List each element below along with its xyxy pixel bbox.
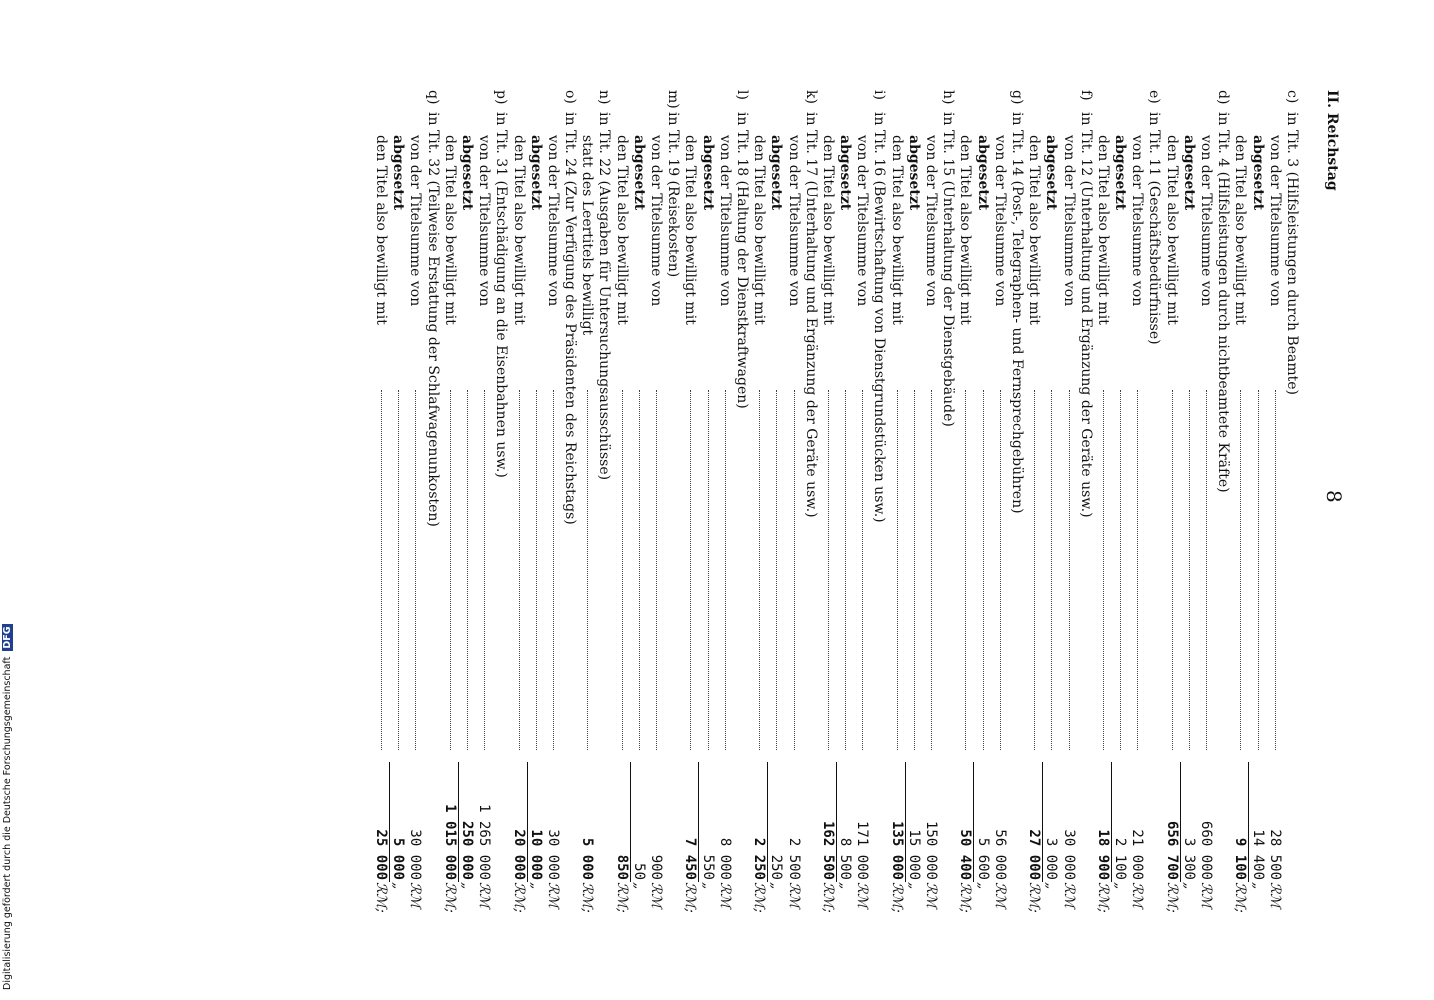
line-text: abgesetzt bbox=[837, 135, 854, 211]
currency-unit: „ bbox=[768, 882, 785, 890]
budget-entry bbox=[578, 90, 613, 913]
entry-line bbox=[647, 90, 664, 910]
budget-entry bbox=[1094, 90, 1163, 913]
amount: 9 100 bbox=[1232, 837, 1249, 880]
dot-leader bbox=[1206, 390, 1207, 750]
sum-rule bbox=[1248, 762, 1249, 882]
line-text: abgesetzt bbox=[974, 135, 991, 211]
currency-unit: ℛℳ; bbox=[1094, 882, 1111, 913]
amount: 20 000 bbox=[510, 829, 527, 880]
amount: 18 900 bbox=[1094, 829, 1111, 880]
entry-line bbox=[613, 90, 630, 913]
entry-heading-line bbox=[1283, 90, 1300, 910]
sum-rule bbox=[527, 762, 528, 882]
amount: 56 000 bbox=[991, 829, 1008, 880]
line-text: abgesetzt bbox=[630, 135, 647, 211]
dot-leader bbox=[398, 390, 399, 750]
entry-line bbox=[1180, 90, 1197, 910]
dot-leader bbox=[415, 390, 416, 750]
entry-heading-line bbox=[1077, 90, 1094, 910]
entry-line bbox=[406, 90, 423, 910]
amount: 2 100 bbox=[1112, 837, 1129, 880]
entry-line bbox=[888, 90, 905, 913]
entry-letter: c) bbox=[1284, 90, 1300, 104]
currency-unit: ℛℳ; bbox=[510, 882, 527, 913]
dot-leader bbox=[1034, 390, 1035, 750]
currency-unit: ℛℳ; bbox=[613, 882, 630, 913]
currency-unit: ℛℳ; bbox=[957, 882, 974, 913]
budget-entry bbox=[888, 90, 957, 913]
line-text: von der Titelsumme von bbox=[544, 135, 561, 307]
entry-line bbox=[630, 90, 647, 910]
budget-entry bbox=[750, 90, 819, 913]
entry-line bbox=[389, 90, 406, 910]
line-text: den Titel also bewilligt mit bbox=[613, 135, 630, 325]
line-text: den Titel also bewilligt mit bbox=[957, 135, 974, 325]
line-text: den Titel also bewilligt mit bbox=[819, 135, 836, 325]
sum-rule bbox=[389, 762, 390, 882]
entry-line bbox=[956, 90, 974, 913]
dot-leader bbox=[965, 390, 966, 750]
rotated-document-page bbox=[140, 90, 1346, 913]
dot-leader bbox=[759, 390, 760, 750]
entry-heading-line bbox=[1145, 90, 1162, 910]
entry-line bbox=[905, 90, 922, 910]
currency-unit: ℛℳ bbox=[1129, 882, 1146, 909]
dot-leader bbox=[897, 390, 898, 750]
amount: 15 000 bbox=[905, 829, 922, 880]
line-text: von der Titelsumme von bbox=[407, 135, 424, 307]
amount: 2 500 bbox=[785, 837, 802, 880]
currency-unit: ℛℳ; bbox=[1163, 882, 1180, 913]
line-text: in Tit. 16 (Bewirtschaftung von Dienstgrundstücken usw.) bbox=[871, 112, 888, 523]
currency-unit: ℛℳ; bbox=[1026, 882, 1043, 913]
entry-line bbox=[1094, 90, 1111, 913]
budget-entry bbox=[1231, 90, 1300, 913]
entry-letter: p) bbox=[493, 90, 510, 105]
dot-leader bbox=[983, 390, 984, 750]
sum-rule bbox=[767, 762, 768, 882]
dot-leader bbox=[828, 390, 829, 750]
budget-entries bbox=[372, 90, 1300, 913]
sum-rule bbox=[630, 762, 631, 882]
entry-line bbox=[1042, 90, 1059, 910]
entry-letter: g) bbox=[1009, 90, 1025, 105]
line-text: den Titel also bewilligt mit bbox=[682, 135, 699, 325]
amount: 5 000 bbox=[390, 837, 407, 880]
amount: 3 300 bbox=[1180, 837, 1197, 880]
dot-leader bbox=[1240, 390, 1241, 750]
entry-line bbox=[973, 90, 990, 910]
entry-heading-line bbox=[939, 90, 956, 910]
line-text: von der Titelsumme von bbox=[854, 135, 871, 307]
amount: 21 000 bbox=[1129, 829, 1146, 880]
line-text: in Tit. 19 (Reisekosten) bbox=[665, 112, 682, 278]
entry-line bbox=[1128, 90, 1145, 910]
amount: 30 000 bbox=[544, 829, 561, 880]
currency-unit: ℛℳ; bbox=[373, 882, 390, 913]
currency-unit: ℛℳ bbox=[476, 882, 493, 909]
dot-leader bbox=[1189, 390, 1190, 750]
line-text: in Tit. 17 (Unterhaltung und Ergänzung der Geräte usw.) bbox=[802, 112, 819, 518]
entry-line bbox=[458, 90, 475, 910]
line-text: in Tit. 18 (Haltung der Dienstkraftwagen) bbox=[734, 112, 750, 409]
currency-unit: ℛℳ bbox=[716, 882, 733, 909]
currency-unit: ℛℳ bbox=[923, 882, 940, 909]
amount: 162 500 bbox=[819, 820, 836, 880]
currency-unit: ℛℳ; bbox=[1232, 882, 1249, 913]
digitization-credit bbox=[2, 624, 13, 990]
entry-line bbox=[716, 90, 733, 910]
currency-unit: „ bbox=[837, 882, 854, 890]
amount: 50 bbox=[630, 863, 647, 880]
line-text: von der Titelsumme von bbox=[785, 135, 802, 307]
dot-leader bbox=[587, 390, 588, 750]
budget-entry bbox=[613, 90, 682, 913]
currency-unit: ℛℳ bbox=[648, 882, 665, 909]
amount: 656 700 bbox=[1163, 820, 1180, 880]
budget-entry bbox=[372, 90, 441, 913]
entry-line bbox=[1059, 90, 1076, 910]
amount: 28 500 bbox=[1266, 829, 1283, 880]
entry-letter: l) bbox=[734, 90, 750, 100]
line-text: von der Titelsumme von bbox=[1198, 135, 1215, 307]
sum-rule bbox=[1042, 762, 1043, 882]
dot-leader bbox=[1172, 390, 1173, 750]
line-text: in Tit. 31 (Entschädigung an die Eisenbahnen usw.) bbox=[493, 112, 510, 478]
line-text: in Tit. 15 (Unterhaltung der Dienstgebäude) bbox=[940, 112, 957, 427]
amount: 27 000 bbox=[1026, 829, 1043, 880]
line-text: den Titel also bewilligt mit bbox=[1232, 135, 1249, 325]
line-text: abgesetzt bbox=[905, 135, 922, 211]
dot-leader bbox=[639, 390, 640, 750]
amount: 7 450 bbox=[682, 837, 699, 880]
entry-letter: n) bbox=[596, 90, 613, 105]
dot-leader bbox=[776, 390, 777, 750]
budget-entry bbox=[1025, 90, 1094, 913]
entry-line bbox=[698, 90, 715, 910]
dot-leader bbox=[1103, 390, 1104, 750]
dot-leader bbox=[519, 390, 520, 750]
sum-rule bbox=[905, 762, 906, 882]
entry-line bbox=[1248, 90, 1265, 910]
sum-rule bbox=[458, 762, 459, 882]
dot-leader bbox=[656, 390, 657, 750]
dot-leader bbox=[725, 390, 726, 750]
entry-line bbox=[1025, 90, 1043, 913]
entry-line bbox=[475, 90, 492, 910]
dot-leader bbox=[1258, 390, 1259, 750]
amount: 550 bbox=[699, 854, 716, 880]
line-text: von der Titelsumme von bbox=[991, 135, 1008, 307]
entry-heading-line bbox=[595, 90, 612, 910]
dot-leader bbox=[845, 390, 846, 750]
entry-line bbox=[441, 90, 458, 913]
dot-leader bbox=[381, 390, 382, 750]
line-text: abgesetzt bbox=[1249, 135, 1266, 211]
page-number: 8 bbox=[1322, 490, 1346, 503]
entry-line bbox=[544, 90, 561, 910]
line-text: von der Titelsumme von bbox=[1266, 135, 1283, 307]
dot-leader bbox=[1275, 390, 1276, 750]
entry-line bbox=[750, 90, 768, 913]
line-text: den Titel also bewilligt mit bbox=[888, 135, 905, 325]
currency-unit: ℛℳ bbox=[1060, 882, 1077, 909]
amount: 660 000 bbox=[1198, 820, 1215, 880]
line-text: abgesetzt bbox=[1043, 135, 1060, 211]
amount: 5 600 bbox=[974, 837, 991, 880]
entry-line bbox=[853, 90, 870, 910]
line-text: von der Titelsumme von bbox=[1060, 135, 1077, 307]
entry-letter: k) bbox=[802, 90, 819, 104]
entry-heading-line bbox=[1214, 90, 1231, 910]
budget-entry bbox=[819, 90, 888, 913]
entry-line bbox=[922, 90, 939, 910]
amount: 1 015 000 bbox=[441, 804, 458, 880]
amount: 150 000 bbox=[923, 820, 940, 880]
line-text: den Titel also bewilligt mit bbox=[441, 135, 458, 325]
entry-letter: f) bbox=[1077, 90, 1094, 101]
entry-line bbox=[1111, 90, 1128, 910]
entry-heading-line bbox=[423, 90, 440, 910]
dot-leader bbox=[536, 390, 537, 750]
amount: 5 000 bbox=[579, 837, 596, 880]
entry-letter: o) bbox=[562, 90, 579, 104]
line-text: in Tit. 24 (Zur Verfügung des Präsidenten des Reichstags) bbox=[562, 112, 579, 525]
line-text: statt des Leertitels bewilligt bbox=[579, 135, 596, 336]
line-text: in Tit. 12 (Unterhaltung und Ergänzung der Geräte usw.) bbox=[1077, 112, 1094, 518]
dot-leader bbox=[794, 390, 795, 750]
entry-line bbox=[784, 90, 801, 910]
entry-line bbox=[527, 90, 544, 910]
entry-line bbox=[767, 90, 784, 910]
currency-unit: ℛℳ; bbox=[579, 882, 596, 913]
dot-leader bbox=[450, 390, 451, 750]
currency-unit: ℛℳ bbox=[1198, 882, 1215, 909]
line-text: in Tit. 11 (Geschäftsbedürfnisse) bbox=[1146, 112, 1163, 345]
currency-unit: „ bbox=[905, 882, 922, 890]
entry-line bbox=[372, 90, 390, 913]
dfg-logo: DFG bbox=[2, 626, 13, 649]
line-text: in Tit. 22 (Ausgaben für Untersuchungsausschüsse) bbox=[596, 112, 613, 481]
currency-unit: „ bbox=[1112, 882, 1129, 890]
dot-leader bbox=[708, 390, 709, 750]
line-text: in Tit. 32 (Teilweise Erstattung der Schlafwagenunkosten) bbox=[424, 112, 441, 527]
line-text: abgesetzt bbox=[1180, 135, 1197, 211]
line-text: von der Titelsumme von bbox=[476, 135, 493, 307]
entry-line bbox=[1163, 90, 1180, 913]
currency-unit: „ bbox=[390, 882, 407, 890]
currency-unit: „ bbox=[699, 882, 716, 890]
entry-heading-line bbox=[492, 90, 509, 910]
amount: 25 000 bbox=[373, 829, 390, 880]
amount: 3 000 bbox=[1043, 837, 1060, 880]
sum-rule bbox=[1111, 762, 1112, 882]
currency-unit: „ bbox=[459, 882, 475, 890]
currency-unit: ℛℳ; bbox=[819, 882, 836, 913]
amount: 171 000 bbox=[854, 820, 871, 880]
line-text: abgesetzt bbox=[1112, 135, 1129, 211]
entry-letter: h) bbox=[940, 90, 957, 105]
entry-line bbox=[991, 90, 1008, 910]
sum-rule bbox=[698, 762, 699, 882]
line-text: abgesetzt bbox=[390, 135, 407, 211]
line-text: abgesetzt bbox=[768, 135, 785, 211]
dot-leader bbox=[1051, 390, 1052, 750]
dot-leader bbox=[484, 390, 485, 750]
amount: 50 400 bbox=[957, 829, 974, 880]
amount: 30 000 bbox=[1060, 829, 1077, 880]
entry-line bbox=[1266, 90, 1283, 910]
entry-letter: q) bbox=[424, 90, 441, 105]
amount: 8 000 bbox=[716, 837, 733, 880]
entry-line bbox=[509, 90, 527, 913]
amount: 250 000 bbox=[459, 820, 475, 880]
entry-letter: d) bbox=[1215, 90, 1232, 105]
amount: 135 000 bbox=[888, 820, 905, 880]
sum-rule bbox=[973, 762, 974, 882]
amount: 2 250 bbox=[751, 837, 768, 880]
amount: 900 bbox=[648, 854, 665, 880]
amount: 1 265 000 bbox=[476, 804, 493, 880]
budget-entry bbox=[441, 90, 510, 913]
dot-leader bbox=[862, 390, 863, 750]
dot-leader bbox=[622, 390, 623, 750]
currency-unit: „ bbox=[1180, 882, 1197, 890]
entry-line bbox=[1231, 90, 1249, 913]
budget-entry bbox=[1163, 90, 1232, 913]
entry-line bbox=[578, 90, 596, 913]
entry-line bbox=[836, 90, 853, 910]
currency-unit: „ bbox=[1249, 882, 1266, 890]
dot-leader bbox=[1000, 390, 1001, 750]
line-text: von der Titelsumme von bbox=[648, 135, 665, 307]
line-text: abgesetzt bbox=[699, 135, 716, 211]
dot-leader bbox=[1120, 390, 1121, 750]
sum-rule bbox=[1180, 762, 1181, 882]
currency-unit: „ bbox=[974, 882, 991, 890]
budget-entry bbox=[681, 90, 750, 913]
currency-unit: ℛℳ; bbox=[441, 882, 458, 913]
line-text: von der Titelsumme von bbox=[716, 135, 733, 307]
line-text: den Titel also bewilligt mit bbox=[373, 135, 390, 325]
line-text: von der Titelsumme von bbox=[923, 135, 940, 307]
currency-unit: ℛℳ; bbox=[888, 882, 905, 913]
line-text: abgesetzt bbox=[459, 135, 475, 211]
entry-line bbox=[819, 90, 836, 913]
line-text: in Tit. 4 (Hilfsleistungen durch nichtbeamtete Kräfte) bbox=[1215, 112, 1232, 493]
sum-rule bbox=[836, 762, 837, 882]
currency-unit: „ bbox=[527, 882, 544, 890]
amount: 8 500 bbox=[837, 837, 854, 880]
entry-line bbox=[1197, 90, 1214, 910]
entry-heading-line bbox=[1008, 90, 1025, 910]
currency-unit: ℛℳ; bbox=[751, 882, 768, 913]
line-text: in Tit. 14 (Post-, Telegraphen- und Fernsprechgebühren) bbox=[1009, 112, 1025, 514]
currency-unit: ℛℳ; bbox=[682, 882, 699, 913]
entry-line bbox=[681, 90, 699, 913]
entry-heading-line bbox=[802, 90, 819, 910]
dot-leader bbox=[914, 390, 915, 750]
credit-text: Digitalisierung gefördert durch die Deutsche Forschungsgemeinschaft bbox=[2, 656, 13, 990]
currency-unit: ℛℳ bbox=[1266, 882, 1283, 909]
currency-unit: ℛℳ bbox=[407, 882, 424, 909]
currency-unit: „ bbox=[1043, 882, 1060, 890]
amount: 10 000 bbox=[527, 829, 544, 880]
entry-letter: e) bbox=[1146, 90, 1163, 104]
dot-leader bbox=[1137, 390, 1138, 750]
entry-heading-line bbox=[561, 90, 578, 910]
entry-heading-line bbox=[733, 90, 750, 910]
entry-letter: i) bbox=[871, 90, 888, 100]
dot-leader bbox=[931, 390, 932, 750]
currency-unit: ℛℳ bbox=[785, 882, 802, 909]
amount: 850 bbox=[613, 854, 630, 880]
amount: 250 bbox=[768, 854, 785, 880]
entry-heading-line bbox=[870, 90, 887, 910]
line-text: den Titel also bewilligt mit bbox=[751, 135, 768, 325]
entry-letter: m) bbox=[665, 90, 682, 109]
dot-leader bbox=[690, 390, 691, 750]
entry-heading-line bbox=[664, 90, 681, 910]
line-text: den Titel also bewilligt mit bbox=[1163, 135, 1180, 325]
dot-leader bbox=[467, 390, 468, 750]
currency-unit: ℛℳ bbox=[544, 882, 561, 909]
amount: 14 400 bbox=[1249, 829, 1266, 880]
budget-entry bbox=[956, 90, 1025, 913]
currency-unit: „ bbox=[630, 882, 647, 890]
line-text: abgesetzt bbox=[527, 135, 544, 211]
line-text: in Tit. 3 (Hilfsleistungen durch Beamte) bbox=[1284, 112, 1300, 395]
dot-leader bbox=[553, 390, 554, 750]
currency-unit: ℛℳ bbox=[991, 882, 1008, 909]
section-title: II. Reichstag bbox=[1324, 90, 1340, 191]
line-text: den Titel also bewilligt mit bbox=[1026, 135, 1043, 325]
dot-leader bbox=[1069, 390, 1070, 750]
budget-entry bbox=[509, 90, 579, 913]
line-text: den Titel also bewilligt mit bbox=[1094, 135, 1111, 325]
line-text: den Titel also bewilligt mit bbox=[510, 135, 527, 325]
line-text: von der Titelsumme von bbox=[1129, 135, 1146, 307]
amount: 30 000 bbox=[407, 829, 424, 880]
currency-unit: ℛℳ bbox=[854, 882, 871, 909]
